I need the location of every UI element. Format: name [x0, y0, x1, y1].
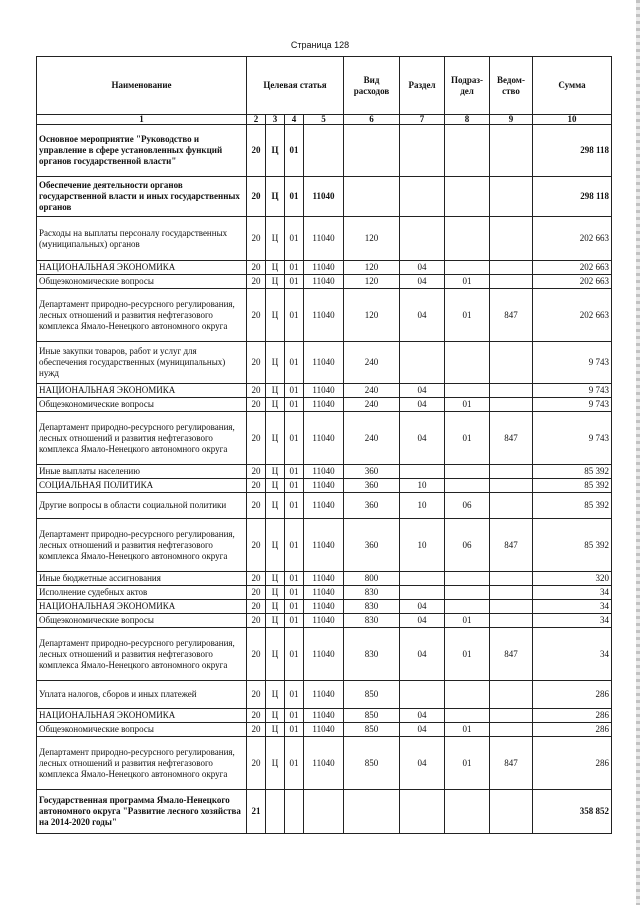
- subsection-cell: [445, 125, 490, 177]
- subsection-cell: 01: [445, 737, 490, 790]
- target-code-2: [266, 790, 285, 834]
- section-cell: 10: [400, 479, 445, 493]
- amount-cell: 202 663: [533, 217, 612, 261]
- row-name: Иные бюджетные ассигнования: [37, 572, 247, 586]
- row-name: Иные закупки товаров, работ и услуг для обеспечения государственных (муниципальных) нужд: [37, 342, 247, 384]
- section-cell: 04: [400, 628, 445, 681]
- col-number: 3: [266, 115, 285, 125]
- expense-type-cell: 850: [344, 737, 400, 790]
- department-cell: [490, 614, 533, 628]
- col-number: 4: [285, 115, 304, 125]
- section-cell: 04: [400, 398, 445, 412]
- row-name: НАЦИОНАЛЬНАЯ ЭКОНОМИКА: [37, 709, 247, 723]
- target-code-2: Ц: [266, 628, 285, 681]
- section-cell: [400, 681, 445, 709]
- col-number: 7: [400, 115, 445, 125]
- department-cell: [490, 709, 533, 723]
- row-name: Основное мероприятие "Руководство и управление в сфере установленных функций органов государственной власти": [37, 125, 247, 177]
- col-number: 9: [490, 115, 533, 125]
- col-number: 10: [533, 115, 612, 125]
- table-row: [37, 398, 612, 412]
- table-row: [37, 412, 612, 465]
- amount-cell: 85 392: [533, 479, 612, 493]
- section-cell: [400, 465, 445, 479]
- expense-type-cell: [344, 790, 400, 834]
- header-name: Наименование: [37, 57, 247, 115]
- table-row: [37, 628, 612, 681]
- target-code-1: 20: [247, 398, 266, 412]
- amount-cell: 202 663: [533, 289, 612, 342]
- row-name: Уплата налогов, сборов и иных платежей: [37, 681, 247, 709]
- expense-type-cell: 120: [344, 289, 400, 342]
- target-code-2: Ц: [266, 479, 285, 493]
- subsection-cell: [445, 342, 490, 384]
- table-row: [37, 125, 612, 177]
- table-row: [37, 614, 612, 628]
- amount-cell: 34: [533, 586, 612, 600]
- target-code-3: 01: [285, 519, 304, 572]
- col-number: 8: [445, 115, 490, 125]
- expense-type-cell: 830: [344, 614, 400, 628]
- row-name: Департамент природно-ресурсного регулирования, лесных отношений и развития нефтегазового комплекса Ямало-Ненецкого автономного округа: [37, 412, 247, 465]
- header-target: Целевая статья: [247, 57, 344, 115]
- target-code-2: Ц: [266, 586, 285, 600]
- target-code-3: 01: [285, 479, 304, 493]
- subsection-cell: 01: [445, 275, 490, 289]
- target-code-2: Ц: [266, 384, 285, 398]
- subsection-cell: 01: [445, 289, 490, 342]
- expense-type-cell: 830: [344, 628, 400, 681]
- target-code-1: 20: [247, 572, 266, 586]
- section-cell: 04: [400, 261, 445, 275]
- department-cell: [490, 600, 533, 614]
- subsection-cell: [445, 261, 490, 275]
- target-code-2: Ц: [266, 572, 285, 586]
- target-code-3: 01: [285, 217, 304, 261]
- target-code-2: Ц: [266, 217, 285, 261]
- subsection-cell: [445, 217, 490, 261]
- section-cell: 04: [400, 600, 445, 614]
- expense-type-cell: 360: [344, 493, 400, 519]
- row-name: Другие вопросы в области социальной политики: [37, 493, 247, 519]
- row-name: Расходы на выплаты персоналу государственных (муниципальных) органов: [37, 217, 247, 261]
- target-code-4: [304, 790, 344, 834]
- table-row: [37, 217, 612, 261]
- department-cell: [490, 790, 533, 834]
- header-subsection: Подраз-дел: [445, 57, 490, 115]
- department-cell: 847: [490, 737, 533, 790]
- expense-type-cell: 850: [344, 709, 400, 723]
- amount-cell: 34: [533, 628, 612, 681]
- amount-cell: 286: [533, 723, 612, 737]
- target-code-3: 01: [285, 572, 304, 586]
- target-code-2: Ц: [266, 465, 285, 479]
- subsection-cell: [445, 600, 490, 614]
- target-code-3: 01: [285, 723, 304, 737]
- amount-cell: 85 392: [533, 493, 612, 519]
- subsection-cell: [445, 384, 490, 398]
- expense-type-cell: [344, 125, 400, 177]
- target-code-3: 01: [285, 493, 304, 519]
- target-code-1: 20: [247, 261, 266, 275]
- target-code-2: Ц: [266, 275, 285, 289]
- row-name: Департамент природно-ресурсного регулирования, лесных отношений и развития нефтегазового комплекса Ямало-Ненецкого автономного округа: [37, 628, 247, 681]
- target-code-1: 20: [247, 600, 266, 614]
- target-code-1: 20: [247, 217, 266, 261]
- target-code-3: 01: [285, 275, 304, 289]
- page-number: Страница 128: [290, 40, 350, 50]
- col-number: 1: [37, 115, 247, 125]
- amount-cell: 9 743: [533, 398, 612, 412]
- subsection-cell: 06: [445, 493, 490, 519]
- target-code-2: Ц: [266, 519, 285, 572]
- department-cell: [490, 384, 533, 398]
- section-cell: 04: [400, 384, 445, 398]
- target-code-4: 11040: [304, 384, 344, 398]
- section-cell: 04: [400, 614, 445, 628]
- subsection-cell: [445, 465, 490, 479]
- section-cell: [400, 790, 445, 834]
- target-code-4: 11040: [304, 217, 344, 261]
- target-code-4: 11040: [304, 737, 344, 790]
- section-cell: [400, 572, 445, 586]
- target-code-4: 11040: [304, 412, 344, 465]
- expense-type-cell: 850: [344, 681, 400, 709]
- table-row: [37, 275, 612, 289]
- amount-cell: 358 852: [533, 790, 612, 834]
- target-code-3: 01: [285, 125, 304, 177]
- table-row: [37, 384, 612, 398]
- amount-cell: 85 392: [533, 519, 612, 572]
- section-cell: [400, 125, 445, 177]
- subsection-cell: [445, 572, 490, 586]
- department-cell: [490, 275, 533, 289]
- row-name: Общеэкономические вопросы: [37, 614, 247, 628]
- col-number: 2: [247, 115, 266, 125]
- subsection-cell: [445, 586, 490, 600]
- target-code-4: 11040: [304, 586, 344, 600]
- table-row: [37, 737, 612, 790]
- row-name: Общеэкономические вопросы: [37, 275, 247, 289]
- target-code-1: 21: [247, 790, 266, 834]
- row-name: Департамент природно-ресурсного регулирования, лесных отношений и развития нефтегазового комплекса Ямало-Ненецкого автономного округа: [37, 519, 247, 572]
- expense-type-cell: 240: [344, 384, 400, 398]
- target-code-3: 01: [285, 586, 304, 600]
- scan-edge: [636, 0, 640, 905]
- department-cell: 847: [490, 412, 533, 465]
- subsection-cell: [445, 709, 490, 723]
- expense-type-cell: 360: [344, 519, 400, 572]
- section-cell: [400, 586, 445, 600]
- target-code-4: 11040: [304, 398, 344, 412]
- target-code-2: Ц: [266, 342, 285, 384]
- target-code-4: 11040: [304, 342, 344, 384]
- row-name: Иные выплаты населению: [37, 465, 247, 479]
- expense-type-cell: 850: [344, 723, 400, 737]
- target-code-2: Ц: [266, 723, 285, 737]
- amount-cell: 298 118: [533, 177, 612, 217]
- target-code-4: 11040: [304, 723, 344, 737]
- expense-type-cell: [344, 177, 400, 217]
- department-cell: [490, 586, 533, 600]
- row-name: НАЦИОНАЛЬНАЯ ЭКОНОМИКА: [37, 261, 247, 275]
- department-cell: [490, 217, 533, 261]
- target-code-1: 20: [247, 479, 266, 493]
- target-code-2: Ц: [266, 125, 285, 177]
- target-code-2: Ц: [266, 398, 285, 412]
- row-name: НАЦИОНАЛЬНАЯ ЭКОНОМИКА: [37, 384, 247, 398]
- target-code-3: 01: [285, 737, 304, 790]
- department-cell: [490, 177, 533, 217]
- expense-type-cell: 240: [344, 412, 400, 465]
- target-code-2: Ц: [266, 614, 285, 628]
- section-cell: 04: [400, 723, 445, 737]
- header-department: Ведом-ство: [490, 57, 533, 115]
- table-row: [37, 493, 612, 519]
- target-code-4: 11040: [304, 479, 344, 493]
- expense-type-cell: 120: [344, 261, 400, 275]
- target-code-3: 01: [285, 709, 304, 723]
- section-cell: 04: [400, 289, 445, 342]
- row-name: НАЦИОНАЛЬНАЯ ЭКОНОМИКА: [37, 600, 247, 614]
- target-code-1: 20: [247, 723, 266, 737]
- amount-cell: 34: [533, 600, 612, 614]
- subsection-cell: 06: [445, 519, 490, 572]
- subsection-cell: [445, 177, 490, 217]
- amount-cell: 85 392: [533, 465, 612, 479]
- expense-type-cell: 120: [344, 217, 400, 261]
- department-cell: 847: [490, 519, 533, 572]
- department-cell: [490, 125, 533, 177]
- header-section: Раздел: [400, 57, 445, 115]
- target-code-1: 20: [247, 681, 266, 709]
- department-cell: [490, 681, 533, 709]
- table-row: [37, 465, 612, 479]
- expense-type-cell: 120: [344, 275, 400, 289]
- target-code-4: 11040: [304, 572, 344, 586]
- department-cell: 847: [490, 289, 533, 342]
- amount-cell: 286: [533, 737, 612, 790]
- target-code-4: 11040: [304, 177, 344, 217]
- target-code-1: 20: [247, 614, 266, 628]
- subsection-cell: 01: [445, 723, 490, 737]
- table-row: [37, 261, 612, 275]
- target-code-3: 01: [285, 398, 304, 412]
- col-number: 5: [304, 115, 344, 125]
- column-number-row: [37, 115, 612, 125]
- target-code-3: 01: [285, 681, 304, 709]
- expense-type-cell: 830: [344, 586, 400, 600]
- target-code-1: 20: [247, 709, 266, 723]
- amount-cell: 202 663: [533, 275, 612, 289]
- table-row: [37, 709, 612, 723]
- expense-type-cell: 800: [344, 572, 400, 586]
- section-cell: 04: [400, 412, 445, 465]
- section-cell: [400, 217, 445, 261]
- target-code-1: 20: [247, 493, 266, 519]
- table-row: [37, 289, 612, 342]
- expense-type-cell: 360: [344, 465, 400, 479]
- target-code-4: 11040: [304, 681, 344, 709]
- amount-cell: 298 118: [533, 125, 612, 177]
- target-code-4: 11040: [304, 275, 344, 289]
- target-code-4: 11040: [304, 261, 344, 275]
- section-cell: [400, 342, 445, 384]
- header-expense-type: Вид расходов: [344, 57, 400, 115]
- section-cell: 04: [400, 275, 445, 289]
- row-name: Департамент природно-ресурсного регулирования, лесных отношений и развития нефтегазового комплекса Ямало-Ненецкого автономного округа: [37, 737, 247, 790]
- target-code-3: 01: [285, 465, 304, 479]
- subsection-cell: 01: [445, 628, 490, 681]
- subsection-cell: [445, 479, 490, 493]
- target-code-3: 01: [285, 342, 304, 384]
- row-name: Департамент природно-ресурсного регулирования, лесных отношений и развития нефтегазового комплекса Ямало-Ненецкого автономного округа: [37, 289, 247, 342]
- table-row: [37, 342, 612, 384]
- target-code-3: 01: [285, 600, 304, 614]
- table-row: [37, 681, 612, 709]
- row-name: Исполнение судебных актов: [37, 586, 247, 600]
- target-code-2: Ц: [266, 177, 285, 217]
- row-name: СОЦИАЛЬНАЯ ПОЛИТИКА: [37, 479, 247, 493]
- target-code-1: 20: [247, 125, 266, 177]
- target-code-3: 01: [285, 412, 304, 465]
- target-code-3: 01: [285, 289, 304, 342]
- target-code-1: 20: [247, 737, 266, 790]
- subsection-cell: 01: [445, 614, 490, 628]
- target-code-2: Ц: [266, 261, 285, 275]
- section-cell: 04: [400, 737, 445, 790]
- amount-cell: 34: [533, 614, 612, 628]
- target-code-2: Ц: [266, 289, 285, 342]
- table-row: [37, 519, 612, 572]
- target-code-4: 11040: [304, 614, 344, 628]
- target-code-1: 20: [247, 342, 266, 384]
- table-body: [37, 125, 612, 834]
- amount-cell: 9 743: [533, 384, 612, 398]
- department-cell: [490, 342, 533, 384]
- target-code-2: Ц: [266, 412, 285, 465]
- department-cell: [490, 261, 533, 275]
- table-row: [37, 723, 612, 737]
- row-name: Государственная программа Ямало-Ненецкого автономного округа "Развитие лесного хозяйства на 2014-2020 годы": [37, 790, 247, 834]
- target-code-1: 20: [247, 628, 266, 681]
- amount-cell: 202 663: [533, 261, 612, 275]
- target-code-3: 01: [285, 384, 304, 398]
- row-name: Общеэкономические вопросы: [37, 398, 247, 412]
- table-row: [37, 479, 612, 493]
- expense-type-cell: 830: [344, 600, 400, 614]
- target-code-3: 01: [285, 628, 304, 681]
- amount-cell: 320: [533, 572, 612, 586]
- target-code-4: 11040: [304, 709, 344, 723]
- target-code-2: Ц: [266, 737, 285, 790]
- target-code-2: Ц: [266, 600, 285, 614]
- section-cell: [400, 177, 445, 217]
- subsection-cell: [445, 790, 490, 834]
- department-cell: [490, 572, 533, 586]
- target-code-4: 11040: [304, 465, 344, 479]
- target-code-1: 20: [247, 177, 266, 217]
- target-code-4: 11040: [304, 628, 344, 681]
- target-code-3: 01: [285, 261, 304, 275]
- expense-type-cell: 360: [344, 479, 400, 493]
- header-row: [37, 57, 612, 115]
- department-cell: [490, 479, 533, 493]
- target-code-1: 20: [247, 465, 266, 479]
- section-cell: 10: [400, 519, 445, 572]
- target-code-4: [304, 125, 344, 177]
- amount-cell: 9 743: [533, 412, 612, 465]
- target-code-4: 11040: [304, 493, 344, 519]
- table-row: [37, 790, 612, 834]
- subsection-cell: [445, 681, 490, 709]
- row-name: Обеспечение деятельности органов государственной власти и иных государственных органов: [37, 177, 247, 217]
- row-name: Общеэкономические вопросы: [37, 723, 247, 737]
- department-cell: [490, 493, 533, 519]
- target-code-1: 20: [247, 384, 266, 398]
- amount-cell: 286: [533, 681, 612, 709]
- subsection-cell: 01: [445, 398, 490, 412]
- department-cell: [490, 723, 533, 737]
- department-cell: [490, 465, 533, 479]
- expense-type-cell: 240: [344, 398, 400, 412]
- target-code-3: 01: [285, 177, 304, 217]
- target-code-3: 01: [285, 614, 304, 628]
- target-code-1: 20: [247, 289, 266, 342]
- target-code-2: Ц: [266, 709, 285, 723]
- table-row: [37, 572, 612, 586]
- target-code-1: 20: [247, 519, 266, 572]
- target-code-4: 11040: [304, 519, 344, 572]
- expense-type-cell: 240: [344, 342, 400, 384]
- department-cell: 847: [490, 628, 533, 681]
- target-code-3: [285, 790, 304, 834]
- target-code-4: 11040: [304, 289, 344, 342]
- subsection-cell: 01: [445, 412, 490, 465]
- section-cell: 04: [400, 709, 445, 723]
- target-code-1: 20: [247, 275, 266, 289]
- target-code-4: 11040: [304, 600, 344, 614]
- table-row: [37, 600, 612, 614]
- target-code-1: 20: [247, 586, 266, 600]
- amount-cell: 9 743: [533, 342, 612, 384]
- table-row: [37, 177, 612, 217]
- target-code-1: 20: [247, 412, 266, 465]
- amount-cell: 286: [533, 709, 612, 723]
- target-code-2: Ц: [266, 681, 285, 709]
- target-code-2: Ц: [266, 493, 285, 519]
- section-cell: 10: [400, 493, 445, 519]
- col-number: 6: [344, 115, 400, 125]
- header-amount: Сумма: [533, 57, 612, 115]
- table-row: [37, 586, 612, 600]
- budget-table: [36, 56, 612, 834]
- department-cell: [490, 398, 533, 412]
